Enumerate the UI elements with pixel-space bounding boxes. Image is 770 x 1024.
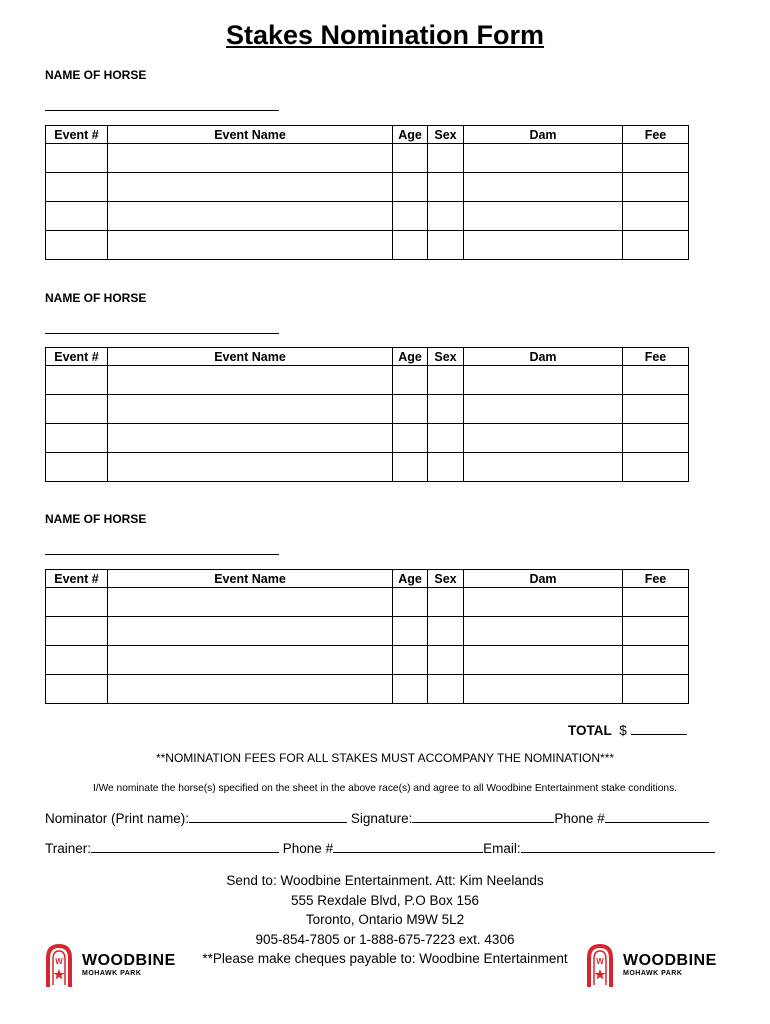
cell-sex[interactable]: [428, 617, 464, 646]
agreement-text: I/We nominate the horse(s) specified on the sheet in the above race(s) and agree to all Woodbine Entertainment stake conditions.: [92, 783, 678, 794]
cell-age[interactable]: [393, 366, 428, 395]
header-dam: Dam: [464, 348, 623, 366]
horse-name-label-3: NAME OF HORSE: [45, 512, 147, 526]
cell-event-num[interactable]: [46, 617, 108, 646]
cell-event-num[interactable]: [46, 144, 108, 173]
cell-dam[interactable]: [464, 646, 623, 675]
cell-sex[interactable]: [428, 202, 464, 231]
header-age: Age: [393, 126, 428, 144]
cell-dam[interactable]: [464, 395, 623, 424]
cell-event-num[interactable]: [46, 646, 108, 675]
cell-dam[interactable]: [464, 675, 623, 704]
cell-fee[interactable]: [623, 646, 689, 675]
cell-event-name[interactable]: [108, 453, 393, 482]
header-event-num: Event #: [46, 348, 108, 366]
cell-age[interactable]: [393, 588, 428, 617]
signature-field[interactable]: [412, 810, 554, 823]
cell-event-num[interactable]: [46, 453, 108, 482]
header-event-num: Event #: [46, 570, 108, 588]
table-row: [46, 173, 689, 202]
cell-sex[interactable]: [428, 395, 464, 424]
cell-sex[interactable]: [428, 144, 464, 173]
cell-event-num[interactable]: [46, 395, 108, 424]
horse-name-label-1: NAME OF HORSE: [45, 68, 147, 82]
table-row: [46, 424, 689, 453]
cell-event-name[interactable]: [108, 366, 393, 395]
cell-dam[interactable]: [464, 424, 623, 453]
cell-sex[interactable]: [428, 588, 464, 617]
cell-dam[interactable]: [464, 617, 623, 646]
signature-label: Signature:: [350, 811, 413, 826]
header-event-name: Event Name: [108, 348, 393, 366]
cell-event-num[interactable]: [46, 366, 108, 395]
cell-event-name[interactable]: [108, 617, 393, 646]
cell-event-num[interactable]: [46, 231, 108, 260]
trainer-phone-field[interactable]: [333, 840, 483, 853]
email-label: Email:: [483, 841, 521, 856]
logo-brand: WOODBINE: [82, 952, 176, 969]
cell-sex[interactable]: [428, 646, 464, 675]
header-age: Age: [393, 348, 428, 366]
horse-name-line-1[interactable]: [45, 110, 279, 111]
cell-event-num[interactable]: [46, 588, 108, 617]
table-row: [46, 231, 689, 260]
cell-sex[interactable]: [428, 173, 464, 202]
cell-dam[interactable]: [464, 588, 623, 617]
cell-dam[interactable]: [464, 366, 623, 395]
woodbine-logo-right: [585, 943, 717, 989]
nominator-field[interactable]: [189, 810, 347, 823]
header-fee: Fee: [623, 570, 689, 588]
emblem-letter: W: [55, 957, 63, 966]
logo-subtitle: MOHAWK PARK: [82, 970, 142, 977]
cell-dam[interactable]: [464, 453, 623, 482]
trainer-label: Trainer:: [45, 841, 92, 856]
header-event-name: Event Name: [108, 126, 393, 144]
table-row: [46, 588, 689, 617]
table-row: [46, 617, 689, 646]
cell-event-name[interactable]: [108, 646, 393, 675]
header-dam: Dam: [464, 570, 623, 588]
nomination-table-3: [45, 569, 689, 704]
header-sex: Sex: [428, 126, 464, 144]
cell-age[interactable]: [393, 424, 428, 453]
cell-event-num[interactable]: [46, 675, 108, 704]
horse-name-line-2[interactable]: [45, 333, 279, 334]
cell-age[interactable]: [393, 453, 428, 482]
cell-event-num[interactable]: [46, 424, 108, 453]
cell-dam[interactable]: [464, 231, 623, 260]
table-row: [46, 202, 689, 231]
cell-sex[interactable]: [428, 366, 464, 395]
cell-fee[interactable]: [623, 366, 689, 395]
woodbine-horseshoe-icon: [44, 943, 74, 989]
phone-field[interactable]: [605, 810, 709, 823]
cell-sex[interactable]: [428, 453, 464, 482]
cell-event-name[interactable]: [108, 202, 393, 231]
cell-age[interactable]: [393, 231, 428, 260]
nominator-label: Nominator (Print name):: [45, 811, 190, 826]
header-fee: Fee: [623, 126, 689, 144]
cell-event-name[interactable]: [108, 675, 393, 704]
cell-age[interactable]: [393, 617, 428, 646]
table-row: [46, 453, 689, 482]
currency-symbol: $: [619, 723, 627, 738]
cell-sex[interactable]: [428, 675, 464, 704]
cell-dam[interactable]: [464, 173, 623, 202]
nomination-table-1: [45, 125, 689, 260]
contact-phone: 905-854-7805 or 1-888-675-7223 ext. 4306: [255, 931, 515, 947]
cell-fee[interactable]: [623, 231, 689, 260]
cell-fee[interactable]: [623, 395, 689, 424]
send-to-line: Send to: Woodbine Entertainment. Att: Kim Neelands: [226, 873, 544, 888]
header-sex: Sex: [428, 348, 464, 366]
table-header-row: [46, 126, 689, 144]
cell-event-name[interactable]: [108, 231, 393, 260]
nominator-row: [45, 810, 709, 826]
header-sex: Sex: [428, 570, 464, 588]
total-line: [568, 722, 687, 738]
cell-dam[interactable]: [464, 144, 623, 173]
cell-event-num[interactable]: [46, 173, 108, 202]
table-row: [46, 646, 689, 675]
cell-dam[interactable]: [464, 202, 623, 231]
table-header-row: [46, 348, 689, 366]
trainer-row: [45, 840, 715, 856]
cell-age[interactable]: [393, 395, 428, 424]
header-age: Age: [393, 570, 428, 588]
cell-event-name[interactable]: [108, 395, 393, 424]
cell-sex[interactable]: [428, 424, 464, 453]
trainer-field[interactable]: [91, 840, 279, 853]
cell-fee[interactable]: [623, 675, 689, 704]
cell-fee[interactable]: [623, 202, 689, 231]
address-street: 555 Rexdale Blvd, P.O Box 156: [290, 892, 480, 908]
form-title: Stakes Nomination Form: [225, 20, 545, 50]
logo-subtitle: MOHAWK PARK: [623, 970, 683, 977]
cell-event-name[interactable]: [108, 173, 393, 202]
table-row: [46, 675, 689, 704]
cell-fee[interactable]: [623, 424, 689, 453]
total-label: TOTAL: [568, 723, 612, 738]
phone-label: Phone #: [554, 811, 605, 826]
header-dam: Dam: [464, 126, 623, 144]
header-event-num: Event #: [46, 126, 108, 144]
table-row: [46, 366, 689, 395]
cell-sex[interactable]: [428, 231, 464, 260]
cell-age[interactable]: [393, 646, 428, 675]
cell-event-name[interactable]: [108, 144, 393, 173]
woodbine-horseshoe-icon: [585, 943, 615, 989]
cell-age[interactable]: [393, 675, 428, 704]
cell-event-num[interactable]: [46, 202, 108, 231]
cell-age[interactable]: [393, 173, 428, 202]
woodbine-logo-left: [44, 943, 176, 989]
table-row: [46, 144, 689, 173]
table-row: [46, 395, 689, 424]
address-city: Toronto, Ontario M9W 5L2: [305, 912, 465, 927]
fees-notice: **NOMINATION FEES FOR ALL STAKES MUST ACCOMPANY THE NOMINATION***: [155, 751, 615, 765]
cell-fee[interactable]: [623, 453, 689, 482]
cheque-instructions: **Please make cheques payable to: Woodbine Entertainment: [202, 951, 568, 966]
cell-event-name[interactable]: [108, 424, 393, 453]
emblem-letter: W: [596, 957, 604, 966]
cell-fee[interactable]: [623, 617, 689, 646]
email-field[interactable]: [521, 840, 715, 853]
table-header-row: [46, 570, 689, 588]
horse-name-line-3[interactable]: [45, 554, 279, 555]
cell-fee[interactable]: [623, 144, 689, 173]
horse-name-label-2: NAME OF HORSE: [45, 291, 147, 305]
cell-event-name[interactable]: [108, 588, 393, 617]
cell-age[interactable]: [393, 144, 428, 173]
cell-age[interactable]: [393, 202, 428, 231]
trainer-phone-label: Phone #: [282, 841, 334, 856]
cell-fee[interactable]: [623, 173, 689, 202]
cell-fee[interactable]: [623, 588, 689, 617]
header-fee: Fee: [623, 348, 689, 366]
nomination-table-2: [45, 347, 689, 482]
logo-brand: WOODBINE: [623, 952, 717, 969]
total-amount-field[interactable]: [631, 722, 687, 735]
header-event-name: Event Name: [108, 570, 393, 588]
